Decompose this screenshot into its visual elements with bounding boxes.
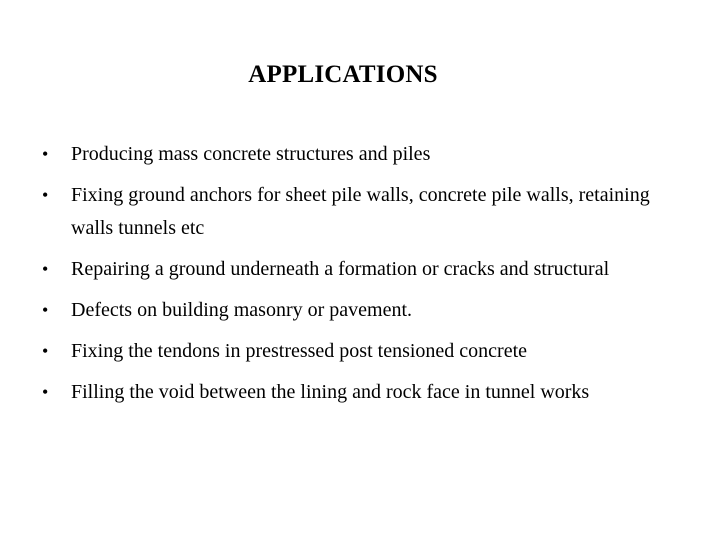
bullet-marker-icon: •: [42, 300, 49, 320]
bullet-text: Fixing ground anchors for sheet pile walls, concrete pile walls, retaining walls tunnels etc: [71, 184, 650, 239]
bullet-item: [42, 138, 674, 171]
bullet-list: [42, 138, 674, 417]
bullet-text: Repairing a ground underneath a formation or cracks and structural: [71, 258, 610, 280]
bullet-text: Filling the void between the lining and rock face in tunnel works: [71, 381, 590, 403]
bullet-marker-icon: •: [42, 144, 49, 164]
bullet-item: [42, 376, 674, 409]
bullet-marker-icon: •: [42, 382, 49, 402]
slide-title: APPLICATIONS: [248, 61, 438, 88]
bullet-item: [42, 294, 674, 327]
bullet-item: [42, 179, 674, 245]
bullet-item: [42, 335, 674, 368]
bullet-marker-icon: •: [42, 185, 49, 205]
bullet-marker-icon: •: [42, 259, 49, 279]
bullet-text: Defects on building masonry or pavement.: [71, 299, 413, 321]
bullet-item: [42, 253, 674, 286]
bullet-text: Producing mass concrete structures and piles: [71, 143, 431, 165]
bullet-text: Fixing the tendons in prestressed post tensioned concrete: [71, 340, 528, 362]
bullet-marker-icon: •: [42, 341, 49, 361]
